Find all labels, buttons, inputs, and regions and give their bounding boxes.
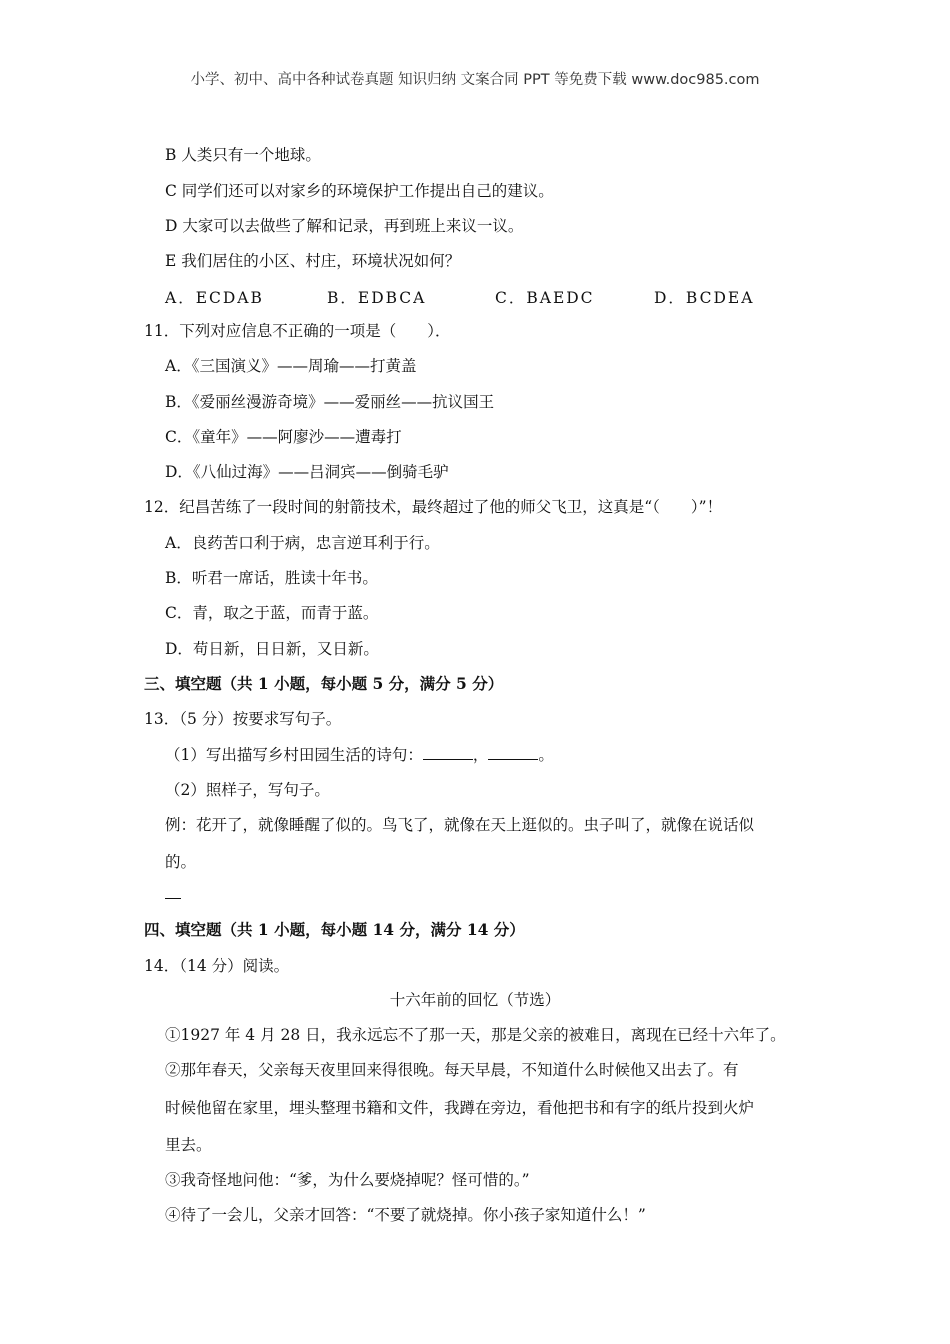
- q11-stem: 11．下列对应信息不正确的一项是（ ）．: [144, 322, 451, 340]
- section4-heading: 四、填空题（共 1 小题，每小题 14 分，满分 14 分）: [144, 920, 525, 939]
- passage-paragraph-3: ③我奇怪地问他：“爹，为什么要烧掉呢？怪可惜的。”: [165, 1171, 530, 1189]
- q10-item-c: C 同学们还可以对家乡的环境保护工作提出自己的建议。: [165, 182, 554, 200]
- q13-sub1: [165, 745, 554, 765]
- section3-heading: 三、填空题（共 1 小题，每小题 5 分，满分 5 分）: [144, 674, 504, 693]
- passage-paragraph-1: ①1927 年 4 月 28 日，我永远忘不了那一天，那是父亲的被难日，离现在已经十六年了。: [165, 1026, 786, 1044]
- q13-stem: 13．（5 分）按要求写句子。: [144, 710, 342, 728]
- passage-title: 十六年前的回忆（节选）: [389, 991, 561, 1009]
- q12-option-c: C．青，取之于蓝，而青于蓝。: [165, 604, 379, 622]
- passage-paragraph-2-line1: ②那年春天，父亲每天夜里回来得很晚。每天早晨，不知道什么时候他又出去了。有: [165, 1061, 739, 1079]
- q11-option-a: A．《三国演义》——周瑜——打黄盖: [165, 357, 417, 375]
- q13-sub1-end: 。: [538, 746, 554, 764]
- q10-item-b: B 人类只有一个地球。: [165, 146, 321, 164]
- q13-blank-1[interactable]: [423, 745, 473, 760]
- q11-option-c: C．《童年》——阿廖沙——遭毒打: [165, 428, 402, 446]
- q12-option-d: D．苟日新，日日新，又日新。: [165, 640, 379, 658]
- q13-example-line1: 例：花开了，就像睡醒了似的。鸟飞了，就像在天上逛似的。虫子叫了，就像在说话似: [165, 816, 755, 834]
- passage-paragraph-2-line2: 时候他留在家里，埋头整理书籍和文件，我蹲在旁边，看他把书和有字的纸片投到火炉: [165, 1099, 755, 1117]
- q13-answer-line[interactable]: [165, 898, 181, 899]
- q12-option-b: B．听君一席话，胜读十年书。: [165, 569, 378, 587]
- q13-example-line2: 的。: [165, 853, 197, 871]
- passage-paragraph-2-line3: 里去。: [165, 1136, 212, 1154]
- passage-paragraph-4: ④待了一会儿，父亲才回答：“不要了就烧掉。你小孩子家知道什么！”: [165, 1206, 646, 1224]
- watermark-header: 小学、初中、高中各种试卷真题 知识归纳 文案合同 PPT 等免费下载 www.doc985.com: [190, 72, 760, 88]
- q11-option-d: D．《八仙过海》——吕洞宾——倒骑毛驴: [165, 463, 449, 481]
- q11-option-b: B．《爱丽丝漫游奇境》——爱丽丝——抗议国王: [165, 393, 495, 411]
- q13-blank-2[interactable]: [488, 745, 538, 760]
- q12-option-a: A．良药苦口利于病，忠言逆耳利于行。: [165, 534, 440, 552]
- q13-sub1-sep: ，: [472, 746, 489, 764]
- q12-stem: 12．纪昌苦练了一段时间的射箭技术，最终超过了他的师父飞卫，这真是“（ ）”！: [144, 498, 723, 516]
- q10-option-a: A．ECDAB: [165, 289, 264, 307]
- q10-option-c: C．BAEDC: [495, 289, 595, 307]
- q14-stem: 14．（14 分）阅读。: [144, 957, 290, 975]
- q13-sub2: （2）照样子，写句子。: [165, 781, 330, 799]
- q10-item-e: E 我们居住的小区、村庄，环境状况如何？: [165, 252, 461, 270]
- q10-option-d: D．BCDEA: [654, 289, 755, 307]
- q10-option-b: B．EDBCA: [327, 289, 427, 307]
- q13-sub1-prefix: （1）写出描写乡村田园生活的诗句：: [165, 746, 423, 764]
- q10-item-d: D 大家可以去做些了解和记录，再到班上来议一议。: [165, 217, 524, 235]
